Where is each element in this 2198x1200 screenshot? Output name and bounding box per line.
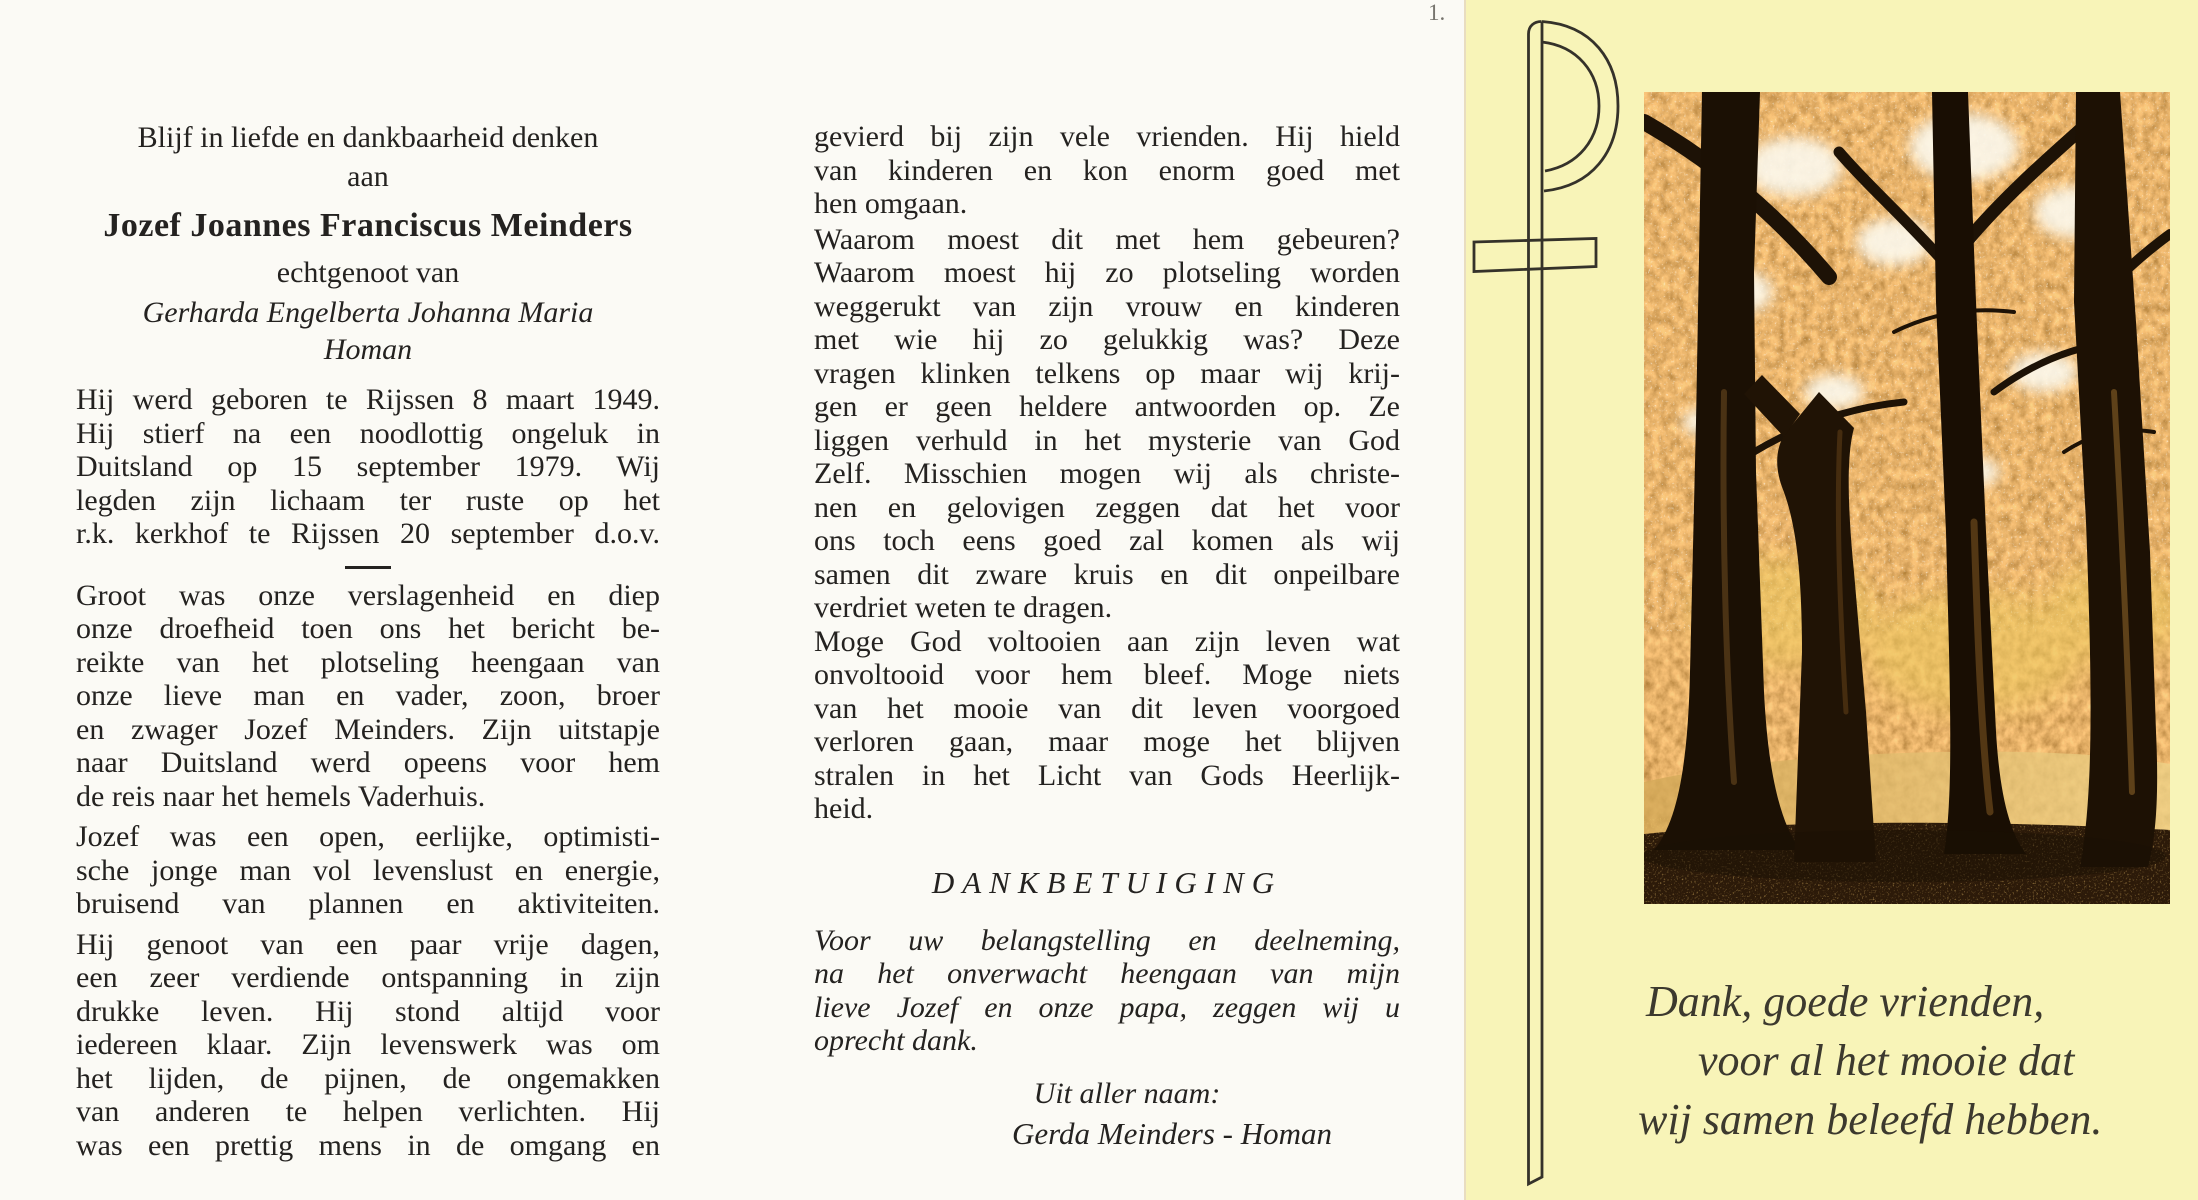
relation-label: echtgenoot van xyxy=(276,256,460,289)
paragraph-why: Waarom moest dit met hem gebeuren? Waarom moest hij zo plotseling worden weggerukt van zijn vrouw en kinderen met wie hij zo gelukkig was? Deze vragen klinken telkens op maar wij krij- gen er geen heldere antwoorden op. Ze liggen verhuld in het mysterie van God Zelf. Misschien mogen wij als christe- nen en gelovigen zeggen dat het voor ons toch eens goed zal komen als wij samen dit zware kruis en dit onpeilbare verdriet weten te dragen. xyxy=(814,222,1400,624)
signature-name: Gerda Meinders - Homan xyxy=(1012,1115,1332,1151)
left-column xyxy=(76,118,660,1162)
deceased-name: Jozef Joannes Franciscus Meinders xyxy=(103,207,633,244)
spouse-name: Gerharda Engelberta Johanna Maria Homan xyxy=(142,296,594,366)
intro-lines: Blijf in liefde en dankbaarheid denken aan xyxy=(137,121,599,193)
paragraph-grief: Groot was onze verslagenheid en diep onze droefheid toen ons het bericht be- reikte van het plotseling heengaan van onze lieve man en vader, zoon, broer en zwager Jozef Meinders. Zijn uitstapje naar Duitsland werd opeens voor hem de reis naar het hemels Vaderhuis. xyxy=(76,578,660,813)
middle-column xyxy=(814,118,1400,1151)
section-divider xyxy=(345,566,391,569)
paragraph-enjoyment: Hij genoot van een paar vrije dagen, een zeer verdiende ontspanning in zijn drukke leven. Hij stond altijd voor iedereen klaar. Zijn levenswerk was om het lijden, de pijnen, de ongemakken van anderen te helpen verlichten. Hij was een prettig mens in de omgang en xyxy=(76,927,660,1162)
yellow-panel xyxy=(1464,0,2198,1200)
paragraph-friends: gevierd bij zijn vele vrienden. Hij hield van kinderen en kon enorm goed met hen omgaan. xyxy=(814,120,1400,220)
paragraph-thank-you: Voor uw belangstelling en deelneming, na het onverwacht heengaan van mijn lieve Jozef en onze papa, zeggen wij u oprecht dank. xyxy=(814,923,1400,1057)
autumn-forest-photo xyxy=(1644,92,2170,904)
paragraph-character: Jozef was een open, eerlijke, optimisti- sche jonge man vol levenslust en energie, bruisend van plannen en aktiviteiten. xyxy=(76,820,660,920)
pencil-page-number: 1. xyxy=(1428,0,1446,25)
dankbetuiging-heading: DANKBETUIGING xyxy=(931,864,1283,900)
panel-thanks-text: Dank, goede vrienden, voor al het mooie dat wij samen beleefd hebben. xyxy=(1638,977,2103,1144)
paragraph-life-dates: Hij werd geboren te Rijssen 8 maart 1949. Hij stierf na een noodlottig ongeluk in Duitsland op 15 september 1979. Wij legden zijn lichaam ter ruste op het r.k. kerkhof te Rijssen 20 september d.o.v. xyxy=(76,383,660,550)
signoff-label: Uit aller naam: xyxy=(1033,1076,1221,1110)
paragraph-moge-god: Moge God voltooien aan zijn leven wat onvoltooid voor hem bleef. Moge niets van het mooie van dit leven voorgoed verloren gaan, maar moge het blijven stralen in het Licht van Gods Heerlijk- heid. xyxy=(814,624,1400,825)
